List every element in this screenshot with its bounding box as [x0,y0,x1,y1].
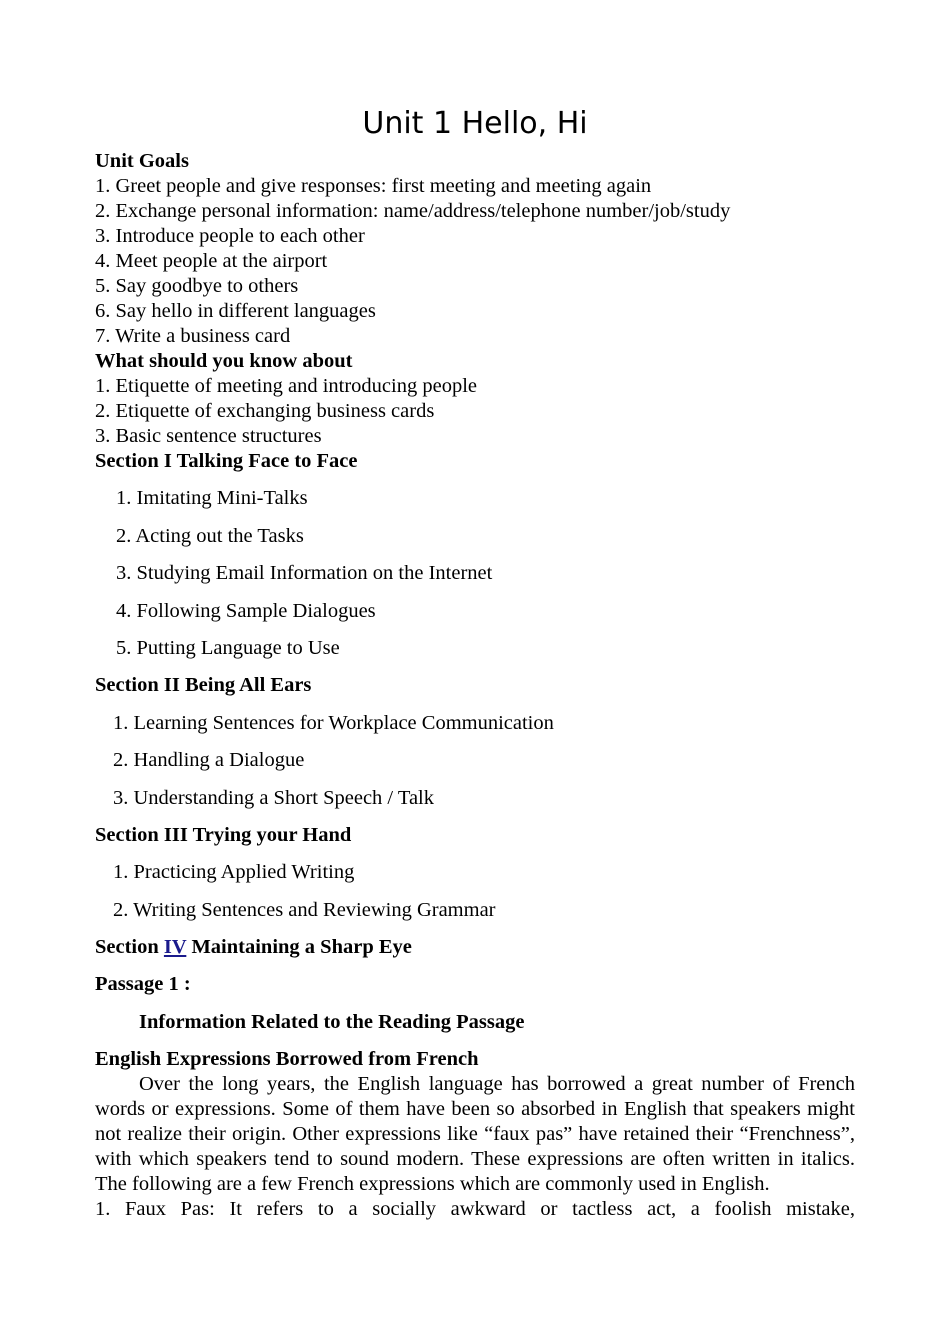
unit-goal-item: 4. Meet people at the airport [95,250,328,272]
passage-item-1 [95,1197,855,1222]
passage-item-1-text: 1. Faux Pas: It refers to a socially awkward or tactless act, a foolish mistake, [95,1198,855,1221]
unit-goal-item: 2. Exchange personal information: name/address/telephone number/job/study [95,200,731,222]
section-2-heading: Section II Being All Ears [95,674,312,697]
section-3-item: 1. Practicing Applied Writing [113,861,355,884]
unit-goal-item: 6. Say hello in different languages [95,300,376,322]
section-4-prefix: Section [95,936,164,959]
passage-expr-heading: English Expressions Borrowed from French [95,1048,479,1071]
passage-info-heading: Information Related to the Reading Passage [139,1010,525,1033]
page-title: Unit 1 Hello, Hi [362,106,588,141]
section-1-item: 5. Putting Language to Use [116,636,340,659]
section-1-item: 3. Studying Email Information on the Internet [116,562,493,585]
unit-goals-block [95,149,855,1222]
section-1-item: 4. Following Sample Dialogues [116,599,376,622]
know-about-heading: What should you know about [95,350,353,372]
section-4-link[interactable]: IV [163,936,187,959]
know-about-item: 2. Etiquette of exchanging business cards [95,400,435,422]
section-4-suffix: Maintaining a Sharp Eye [186,936,412,959]
section-2-item: 2. Handling a Dialogue [113,749,305,772]
unit-goal-item: 1. Greet people and give responses: first meeting and meeting again [95,175,652,197]
section-3-heading: Section III Trying your Hand [95,823,352,846]
unit-goals-heading: Unit Goals [95,150,189,172]
section-1-item: 1. Imitating Mini-Talks [116,487,308,510]
unit-goal-item: 3. Introduce people to each other [95,225,365,247]
unit-goal-item: 5. Say goodbye to others [95,275,299,297]
passage-label: Passage 1 : [95,973,191,996]
section-1-item: 2. Acting out the Tasks [116,524,304,547]
know-about-item: 3. Basic sentence structures [95,425,322,447]
section-1-heading: Section I Talking Face to Face [95,450,358,472]
know-about-item: 1. Etiquette of meeting and introducing people [95,375,477,397]
unit-goal-item: 7. Write a business card [95,325,291,347]
passage-paragraph: Over the long years, the English language has borrowed a great number of French words or expressions. Some of them have been so absorbed in English that speakers might not realize their origin. Other expressions like “faux pas” have retained their “Frenchness”, with which speakers tend to sound modern. These expressions are often written in italics. The following are a few French expressions which are commonly used in English. [95,1073,855,1196]
section-2-item: 3. Understanding a Short Speech / Talk [113,786,435,809]
section-4-heading [95,935,855,960]
section-3-item: 2. Writing Sentences and Reviewing Grammar [113,898,496,921]
section-2-item: 1. Learning Sentences for Workplace Communication [113,711,554,734]
